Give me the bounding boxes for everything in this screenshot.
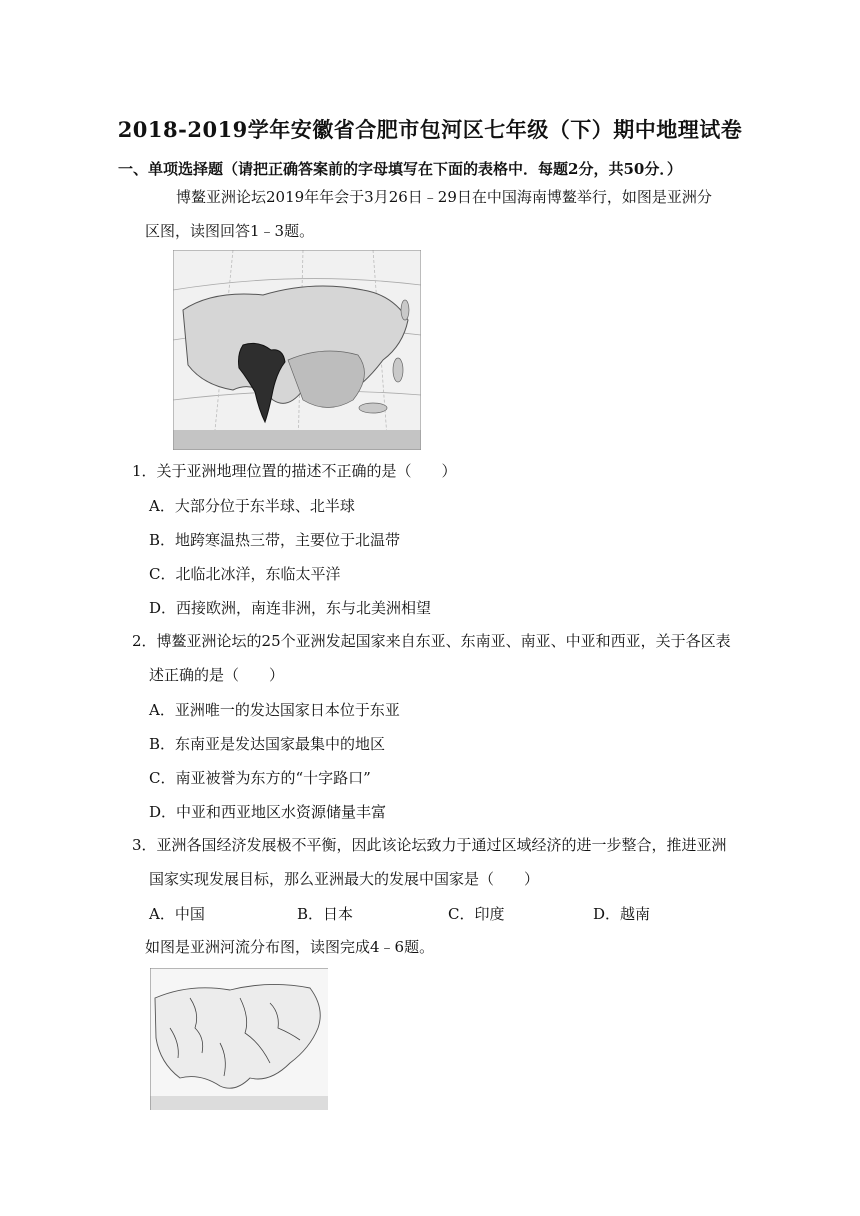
question-1-option-a: A．大部分位于东半球、北半球 <box>149 497 355 515</box>
question-3-option-b: B．日本 <box>297 905 354 923</box>
intro-paragraph-line2: 区图，读图回答1﹣3题。 <box>145 222 315 240</box>
intro-paragraph-line1: 博鳌亚洲论坛2019年年会于3月26日﹣29日在中国海南博鳌举行，如图是亚洲分 <box>176 188 712 206</box>
asia-regions-map <box>173 250 421 450</box>
question-3-option-d: D．越南 <box>593 905 651 923</box>
asia-rivers-map <box>150 968 328 1110</box>
question-1-option-d: D．西接欧洲，南连非洲，东与北美洲相望 <box>149 599 432 617</box>
question-2-option-a: A．亚洲唯一的发达国家日本位于东亚 <box>149 701 400 719</box>
question-3-option-a: A．中国 <box>149 905 205 923</box>
question-2-option-b: B．东南亚是发达国家最集中的地区 <box>149 735 386 753</box>
question-3-option-c: C．印度 <box>448 905 505 923</box>
section-heading: 一、单项选择题（请把正确答案前的字母填写在下面的表格中．每题2分，共50分．） <box>118 160 682 178</box>
question-1-option-c: C．北临北冰洋，东临太平洋 <box>149 565 341 583</box>
question-2-stem-line1: 2．博鳌亚洲论坛的25个亚洲发起国家来自东亚、东南亚、南亚、中亚和西亚，关于各区表 <box>132 632 731 650</box>
question-1-option-b: B．地跨寒温热三带，主要位于北温带 <box>149 531 401 549</box>
question-2-option-c: C．南亚被誉为东方的“十字路口” <box>149 769 371 787</box>
question-1-stem: 1．关于亚洲地理位置的描述不正确的是（ ） <box>132 462 457 480</box>
question-2-stem-line2: 述正确的是（ ） <box>149 666 285 684</box>
question-3-stem-line1: 3．亚洲各国经济发展极不平衡，因此该论坛致力于通过区域经济的进一步整合，推进亚洲 <box>132 836 727 854</box>
question-3-stem-line2: 国家实现发展目标，那么亚洲最大的发展中国家是（ ） <box>149 870 540 888</box>
intro-paragraph-2: 如图是亚洲河流分布图，读图完成4﹣6题。 <box>145 938 435 956</box>
question-2-option-d: D．中亚和西亚地区水资源储量丰富 <box>149 803 387 821</box>
page-title: 2018-2019学年安徽省合肥市包河区七年级（下）期中地理试卷 <box>117 117 743 142</box>
